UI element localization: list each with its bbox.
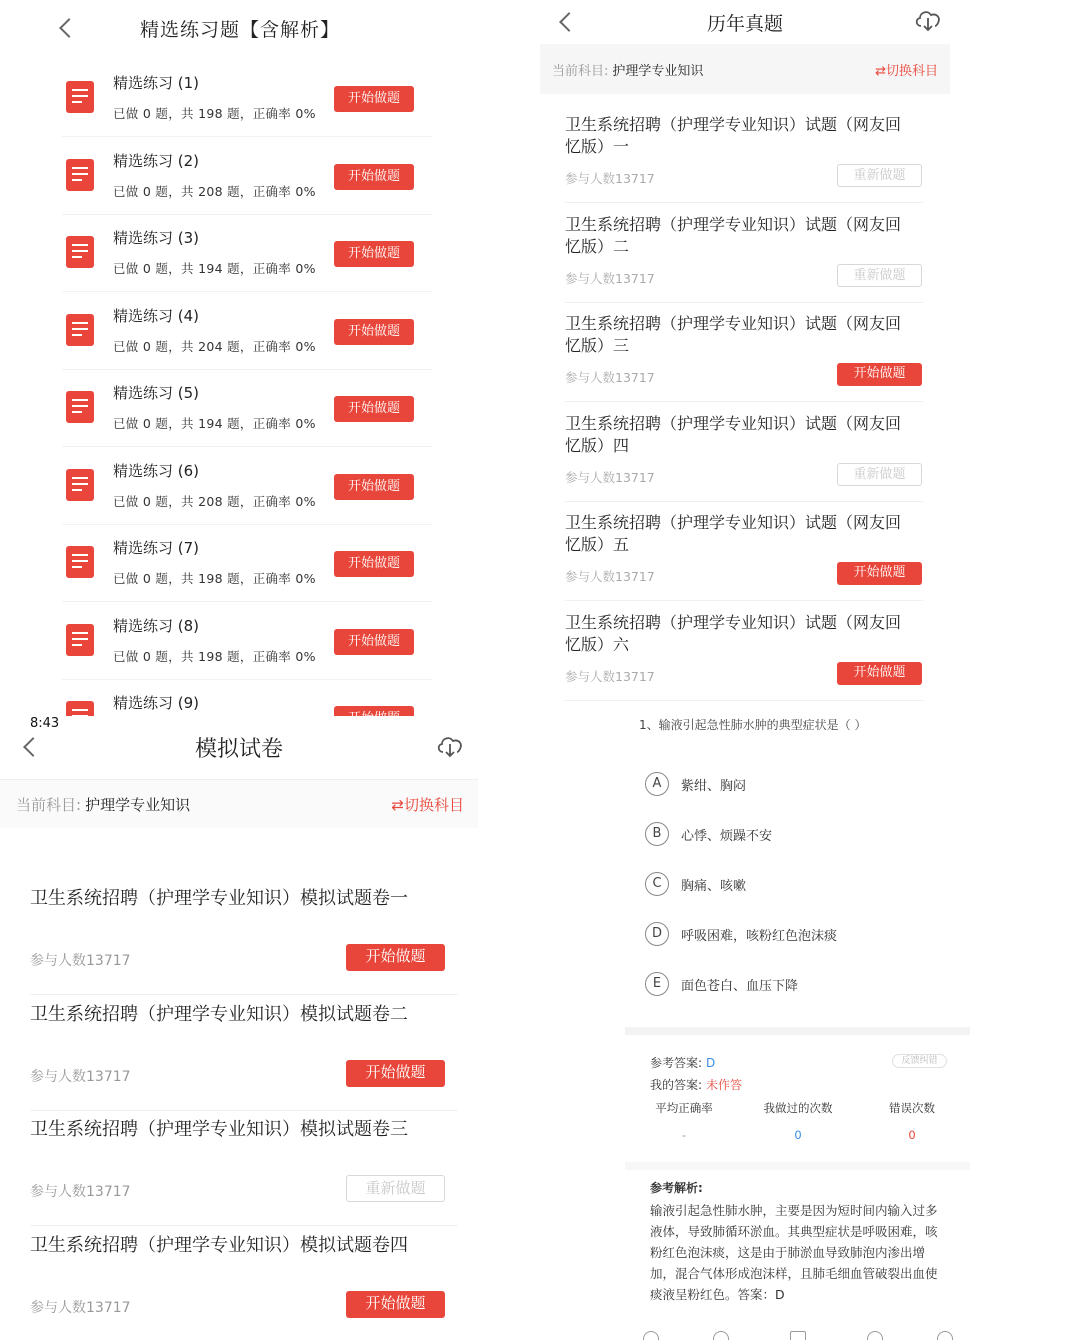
subject-bar [0, 780, 478, 828]
participant-count: 参与人数13717 [30, 1299, 131, 1316]
option-letter: B [645, 822, 669, 846]
practice-title: 精选练习 (4) [113, 306, 200, 325]
stat-value: 0 [908, 1128, 916, 1142]
past-exams-panel [540, 0, 950, 715]
switch-subject-button[interactable]: ⇄切换科目 [875, 63, 938, 79]
status-time: 8:43 [30, 716, 60, 731]
practice-progress: 已做 0 题，共 198 题，正确率 0% [113, 648, 316, 664]
toolbar-icon[interactable] [643, 1331, 659, 1340]
start-button[interactable]: 开始做题 [346, 1060, 445, 1087]
participant-count: 参与人数13717 [565, 370, 655, 385]
participant-count: 参与人数13717 [30, 1184, 131, 1200]
document-list-icon [66, 314, 94, 346]
answer-option[interactable] [645, 870, 746, 898]
list-item[interactable] [565, 602, 923, 701]
back-chevron-icon[interactable] [559, 12, 579, 32]
mock-exams-panel [0, 716, 478, 1340]
list-item[interactable] [30, 880, 458, 995]
list-item[interactable] [62, 525, 432, 602]
my-answer-value: 未作答 [706, 1078, 743, 1092]
exam-title: 卫生系统招聘（护理学专业知识）试题（网友回忆版）五 [565, 513, 902, 554]
stat-label: 我做过的次数 [763, 1101, 833, 1115]
list-item[interactable] [62, 603, 432, 680]
list-item[interactable] [62, 448, 432, 525]
option-text: 胸痛、咳嗽 [681, 878, 747, 894]
option-text: 呼吸困难，咳粉红色泡沫痰 [681, 928, 838, 944]
option-text: 心悸、烦躁不安 [681, 828, 773, 844]
practice-title: 精选练习 (9) [113, 694, 200, 712]
document-list-icon [66, 546, 94, 578]
list-item[interactable] [565, 303, 923, 402]
question-stem: 1、输液引起急性肺水肿的典型症状是（ ） [639, 718, 867, 732]
start-button[interactable]: 开始做题 [334, 629, 414, 655]
exam-title: 卫生系统招聘（护理学专业知识）模拟试题卷三 [30, 1119, 408, 1140]
answer-option[interactable] [645, 770, 746, 798]
refresh-icon[interactable] [713, 1331, 729, 1340]
list-item[interactable] [30, 996, 458, 1111]
document-list-icon [66, 624, 94, 656]
my-answer-label: 我的答案: [650, 1078, 703, 1092]
page-title: 历年真题 [706, 12, 783, 35]
participant-count: 参与人数13717 [565, 469, 655, 485]
exam-title: 卫生系统招聘（护理学专业知识）试题（网友回忆版）二 [565, 214, 902, 256]
list-item[interactable] [565, 204, 923, 303]
practice-nav-bar [0, 0, 480, 56]
stat-label: 错误次数 [889, 1101, 935, 1115]
participant-count: 参与人数13717 [565, 171, 655, 186]
practice-title: 精选练习 (3) [113, 229, 200, 247]
list-item[interactable] [62, 293, 432, 370]
start-button[interactable]: 开始做题 [334, 474, 414, 500]
document-list-icon [66, 469, 94, 501]
ref-answer-value: D [706, 1056, 716, 1070]
analysis-text: 输液引起急性肺水肿，主要是因为短时间内输入过多液体，导致肺循环淤血。其典型症状是呼吸困难，咳粉红色泡沫痰，这是由于肺淤血导致肺泡内渗出增加，混合气体形成泡沫样，且肺毛细血管破裂出血使痰液呈粉红色。答案：D [650, 1203, 938, 1302]
practice-title: 精选练习 (2) [113, 151, 200, 170]
subject-label: 当前科目: [552, 63, 609, 79]
practice-progress: 已做 0 题，共 198 题，正确率 0% [113, 106, 316, 121]
exam-title: 卫生系统招聘（护理学专业知识）试题（网友回忆版）六 [565, 612, 902, 654]
document-list-icon [66, 159, 94, 191]
mock-exams-nav-bar [0, 716, 478, 780]
option-letter: C [645, 872, 669, 896]
practice-title: 精选练习 (7) [113, 539, 200, 557]
start-button[interactable]: 开始做题 [837, 662, 922, 685]
option-text: 紫绀、胸闷 [681, 778, 747, 794]
practice-progress: 已做 0 题，共 198 题，正确率 0% [113, 571, 316, 586]
divider [625, 1027, 970, 1035]
switch-subject-button[interactable]: ⇄切换科目 [391, 795, 464, 814]
back-chevron-icon[interactable] [59, 18, 79, 38]
my-answer-row [650, 1076, 742, 1093]
answer-option[interactable] [645, 920, 837, 948]
stat-value: - [681, 1128, 687, 1142]
analysis-label: 参考解析: [650, 1181, 703, 1195]
subject-label: 当前科目: [16, 795, 82, 814]
participant-count: 参与人数13717 [30, 1068, 131, 1085]
option-text: 面色苍白、血压下降 [681, 978, 799, 994]
star-icon[interactable] [867, 1331, 883, 1340]
subject-bar [540, 44, 950, 94]
ref-answer-row [650, 1054, 715, 1071]
list-item[interactable] [565, 403, 923, 502]
redo-button[interactable]: 重新做题 [837, 164, 922, 187]
start-button[interactable]: 开始做题 [334, 319, 414, 345]
start-button[interactable]: 开始做题 [334, 86, 414, 112]
start-button[interactable]: 开始做题 [837, 562, 922, 585]
practice-progress: 已做 0 题，共 194 题，正确率 0% [113, 416, 316, 431]
exam-title: 卫生系统招聘（护理学专业知识）模拟试题卷四 [30, 1234, 408, 1256]
answer-option[interactable] [645, 820, 772, 848]
redo-button[interactable]: 重新做题 [837, 463, 922, 486]
option-letter: E [645, 972, 669, 996]
practice-progress: 已做 0 题，共 208 题，正确率 0% [113, 493, 316, 509]
option-letter: D [645, 922, 669, 946]
document-list-icon [66, 236, 94, 268]
participant-count: 参与人数13717 [565, 668, 655, 684]
back-chevron-icon[interactable] [23, 737, 43, 757]
subject-value: 护理学专业知识 [85, 795, 191, 814]
redo-button[interactable]: 重新做题 [837, 264, 922, 287]
cloud-download-icon[interactable] [436, 734, 464, 758]
bottom-toolbar [625, 1328, 970, 1340]
subject-value: 护理学专业知识 [612, 63, 704, 79]
stat-label: 平均正确率 [655, 1101, 713, 1115]
list-item[interactable] [62, 138, 432, 215]
participant-count: 参与人数13717 [30, 953, 131, 969]
participant-count: 参与人数13717 [565, 270, 655, 286]
start-button[interactable]: 开始做题 [346, 944, 445, 971]
start-button[interactable]: 开始做题 [334, 241, 414, 267]
page-title: 模拟试卷 [194, 737, 283, 762]
exam-title: 卫生系统招聘（护理学专业知识）模拟试题卷二 [30, 1003, 408, 1025]
document-list-icon [66, 391, 94, 423]
cloud-download-icon[interactable] [914, 8, 942, 32]
practice-progress: 已做 0 题，共 194 题，正确率 0% [113, 261, 316, 276]
practice-title: 精选练习 (8) [113, 616, 200, 635]
divider [625, 1162, 970, 1170]
question-panel [625, 716, 970, 1340]
option-letter: A [645, 772, 669, 796]
practice-title: 精选练习 (1) [113, 74, 200, 92]
settings-icon[interactable] [937, 1331, 953, 1340]
exam-title: 卫生系统招聘（护理学专业知识）试题（网友回忆版）一 [565, 115, 902, 156]
list-item[interactable] [565, 502, 923, 601]
list-item[interactable] [62, 215, 432, 292]
list-item[interactable] [62, 60, 432, 137]
start-button[interactable]: 开始做题 [334, 164, 414, 190]
exam-title: 卫生系统招聘（护理学专业知识）模拟试题卷一 [30, 888, 408, 909]
practice-panel [0, 0, 480, 730]
start-button[interactable]: 开始做题 [346, 1291, 445, 1318]
start-button[interactable]: 开始做题 [334, 551, 414, 577]
exam-title: 卫生系统招聘（护理学专业知识）试题（网友回忆版）四 [565, 413, 902, 455]
practice-title: 精选练习 (5) [113, 384, 200, 402]
redo-button[interactable]: 重新做题 [346, 1175, 445, 1202]
practice-title: 精选练习 (6) [113, 461, 200, 480]
page-title: 精选练习题【含解析】 [139, 18, 340, 41]
list-item[interactable] [62, 370, 432, 447]
feedback-button[interactable]: 反馈纠错 [892, 1054, 947, 1068]
stat-value: 0 [794, 1128, 802, 1142]
document-list-icon [66, 81, 94, 113]
list-item[interactable] [30, 1111, 458, 1226]
exam-title: 卫生系统招聘（护理学专业知识）试题（网友回忆版）三 [565, 314, 902, 355]
participant-count: 参与人数13717 [565, 569, 655, 584]
ref-answer-label: 参考答案: [650, 1056, 703, 1070]
list-item[interactable] [565, 104, 923, 203]
start-button[interactable]: 开始做题 [837, 363, 922, 386]
practice-progress: 已做 0 题，共 204 题，正确率 0% [113, 338, 316, 354]
answer-option[interactable] [645, 970, 798, 998]
practice-progress: 已做 0 题，共 208 题，正确率 0% [113, 183, 316, 199]
start-button[interactable]: 开始做题 [334, 396, 414, 422]
past-exams-nav-bar [540, 0, 950, 44]
card-icon[interactable] [790, 1331, 806, 1340]
list-item[interactable] [30, 1227, 458, 1340]
